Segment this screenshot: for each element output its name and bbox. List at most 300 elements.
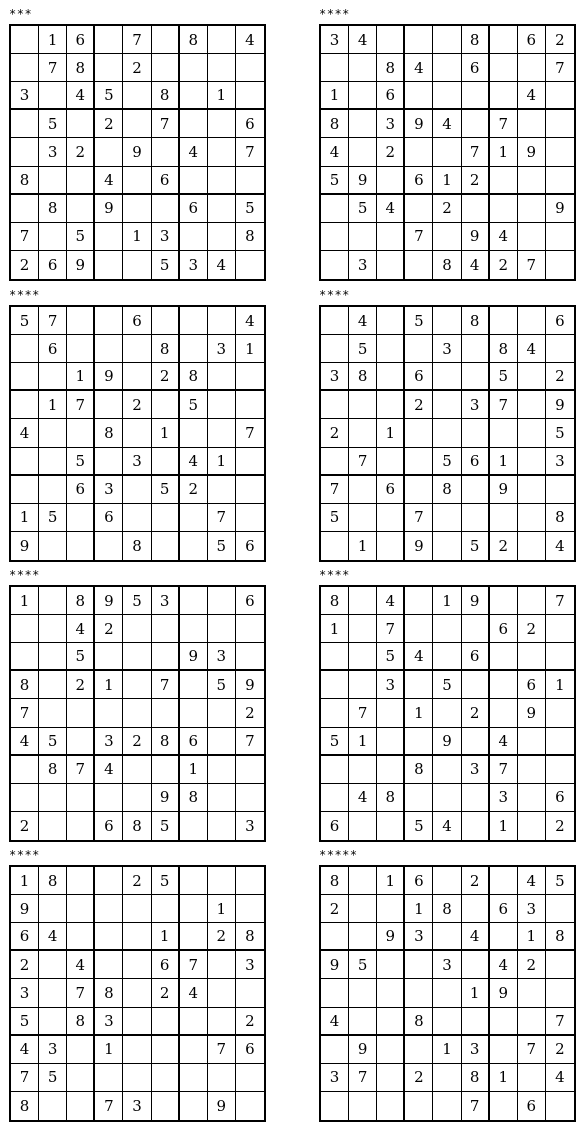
sudoku-cell: 5 (349, 335, 377, 363)
sudoku-cell (405, 951, 433, 979)
sudoku-cell (349, 671, 377, 699)
sudoku-cell (518, 784, 546, 812)
sudoku-cell: 5 (95, 82, 123, 110)
sudoku-cell (67, 335, 95, 363)
sudoku-cell (490, 82, 518, 110)
sudoku-cell (321, 784, 349, 812)
sudoku-cell (236, 867, 264, 895)
sudoku-puzzle (9, 848, 266, 1122)
sudoku-cell (39, 1008, 67, 1036)
sudoku-cell: 6 (490, 895, 518, 923)
sudoku-cell (546, 728, 574, 756)
sudoku-cell (95, 699, 123, 727)
sudoku-cell (39, 615, 67, 643)
sudoku-cell (518, 54, 546, 82)
sudoku-cell: 2 (518, 951, 546, 979)
sudoku-cell (208, 951, 236, 979)
sudoku-cell: 6 (67, 476, 95, 504)
sudoku-cell: 4 (490, 951, 518, 979)
sudoku-cell: 4 (518, 867, 546, 895)
sudoku-cell (180, 1008, 208, 1036)
sudoku-cell (152, 195, 180, 223)
sudoku-cell (180, 895, 208, 923)
difficulty-rating: **** (9, 288, 40, 302)
sudoku-cell: 2 (208, 923, 236, 951)
sudoku-cell (11, 54, 39, 82)
sudoku-cell (349, 895, 377, 923)
sudoku-cell: 6 (236, 1036, 264, 1064)
sudoku-cell: 4 (546, 1064, 574, 1092)
sudoku-grid (319, 305, 576, 562)
sudoku-cell (152, 1036, 180, 1064)
sudoku-cell (490, 167, 518, 195)
sudoku-cell (433, 867, 461, 895)
sudoku-cell (11, 26, 39, 54)
sudoku-cell: 7 (405, 504, 433, 532)
sudoku-cell (462, 476, 490, 504)
sudoku-cell: 1 (123, 223, 151, 251)
sudoku-cell: 4 (462, 251, 490, 279)
sudoku-cell (236, 1092, 264, 1120)
sudoku-cell (67, 504, 95, 532)
sudoku-cell (180, 82, 208, 110)
sudoku-cell: 5 (67, 223, 95, 251)
sudoku-cell: 7 (236, 728, 264, 756)
sudoku-cell (377, 699, 405, 727)
sudoku-cell: 5 (546, 867, 574, 895)
sudoku-cell: 1 (236, 335, 264, 363)
difficulty-rating: **** (9, 848, 40, 862)
sudoku-cell: 5 (11, 1008, 39, 1036)
sudoku-cell (208, 26, 236, 54)
sudoku-cell: 1 (349, 728, 377, 756)
sudoku-cell: 8 (152, 728, 180, 756)
sudoku-cell: 1 (321, 615, 349, 643)
sudoku-cell (39, 532, 67, 560)
sudoku-cell: 2 (462, 167, 490, 195)
sudoku-cell: 1 (433, 587, 461, 615)
sudoku-cell (433, 784, 461, 812)
sudoku-cell (180, 867, 208, 895)
difficulty-rating: *** (9, 7, 33, 21)
sudoku-cell: 4 (518, 335, 546, 363)
sudoku-cell (39, 979, 67, 1007)
sudoku-cell (236, 448, 264, 476)
sudoku-cell: 4 (236, 307, 264, 335)
sudoku-cell: 8 (405, 1008, 433, 1036)
sudoku-cell (546, 223, 574, 251)
sudoku-cell: 2 (321, 419, 349, 447)
sudoku-cell: 6 (405, 167, 433, 195)
sudoku-cell: 8 (405, 756, 433, 784)
sudoku-cell (321, 1036, 349, 1064)
sudoku-cell (546, 615, 574, 643)
sudoku-cell (180, 419, 208, 447)
sudoku-cell: 1 (208, 895, 236, 923)
sudoku-cell (462, 812, 490, 840)
sudoku-cell (208, 728, 236, 756)
sudoku-cell (518, 307, 546, 335)
sudoku-cell (11, 784, 39, 812)
sudoku-cell: 6 (236, 110, 264, 138)
sudoku-cell: 7 (490, 110, 518, 138)
sudoku-cell (405, 587, 433, 615)
sudoku-cell: 1 (433, 1036, 461, 1064)
sudoku-cell: 2 (546, 26, 574, 54)
sudoku-cell: 3 (95, 476, 123, 504)
sudoku-cell (462, 1008, 490, 1036)
sudoku-cell: 8 (236, 923, 264, 951)
sudoku-cell: 1 (490, 1064, 518, 1092)
sudoku-cell (152, 756, 180, 784)
sudoku-cell (180, 1064, 208, 1092)
sudoku-cell: 4 (321, 1008, 349, 1036)
sudoku-cell (123, 419, 151, 447)
sudoku-cell: 5 (39, 728, 67, 756)
sudoku-cell (433, 1064, 461, 1092)
sudoku-cell: 6 (39, 335, 67, 363)
sudoku-cell: 9 (349, 1036, 377, 1064)
sudoku-cell (123, 110, 151, 138)
sudoku-cell: 8 (433, 251, 461, 279)
sudoku-cell (152, 1064, 180, 1092)
sudoku-cell (180, 54, 208, 82)
sudoku-cell: 1 (180, 756, 208, 784)
sudoku-cell (152, 895, 180, 923)
sudoku-puzzle (9, 568, 266, 842)
sudoku-cell (490, 1036, 518, 1064)
sudoku-cell (208, 1008, 236, 1036)
sudoku-cell (95, 643, 123, 671)
sudoku-cell: 9 (67, 251, 95, 279)
sudoku-cell (321, 448, 349, 476)
sudoku-cell (405, 335, 433, 363)
sudoku-cell (377, 1036, 405, 1064)
sudoku-cell (377, 728, 405, 756)
sudoku-cell (180, 1092, 208, 1120)
sudoku-cell (39, 419, 67, 447)
sudoku-cell (349, 587, 377, 615)
sudoku-cell: 6 (11, 923, 39, 951)
sudoku-cell (236, 643, 264, 671)
sudoku-cell: 9 (180, 643, 208, 671)
sudoku-cell (208, 167, 236, 195)
sudoku-cell: 2 (11, 251, 39, 279)
sudoku-cell: 2 (11, 951, 39, 979)
sudoku-cell: 6 (152, 951, 180, 979)
sudoku-cell (123, 615, 151, 643)
sudoku-cell: 7 (39, 54, 67, 82)
sudoku-cell (152, 504, 180, 532)
sudoku-cell (321, 307, 349, 335)
sudoku-cell: 2 (546, 363, 574, 391)
sudoku-cell (123, 167, 151, 195)
sudoku-cell: 4 (11, 728, 39, 756)
sudoku-cell (39, 476, 67, 504)
sudoku-cell (433, 363, 461, 391)
sudoku-cell (490, 699, 518, 727)
sudoku-cell: 1 (349, 532, 377, 560)
sudoku-cell (518, 504, 546, 532)
sudoku-cell (462, 951, 490, 979)
sudoku-cell (518, 532, 546, 560)
sudoku-cell: 5 (39, 504, 67, 532)
sudoku-cell: 7 (546, 54, 574, 82)
sudoku-cell (490, 923, 518, 951)
sudoku-cell (67, 699, 95, 727)
sudoku-cell (377, 532, 405, 560)
sudoku-cell: 9 (11, 532, 39, 560)
sudoku-cell (490, 419, 518, 447)
sudoku-puzzle (9, 288, 266, 562)
sudoku-cell: 2 (95, 110, 123, 138)
sudoku-cell: 2 (518, 615, 546, 643)
sudoku-grid (9, 305, 266, 562)
sudoku-cell: 3 (377, 671, 405, 699)
sudoku-cell (123, 82, 151, 110)
sudoku-cell (123, 756, 151, 784)
sudoku-cell (377, 1008, 405, 1036)
sudoku-cell (39, 587, 67, 615)
sudoku-cell (405, 671, 433, 699)
sudoku-cell (377, 223, 405, 251)
sudoku-cell: 8 (39, 867, 67, 895)
sudoku-cell (518, 1064, 546, 1092)
sudoku-cell: 7 (349, 1064, 377, 1092)
sudoku-cell (433, 1008, 461, 1036)
sudoku-cell: 5 (152, 867, 180, 895)
sudoku-cell (405, 138, 433, 166)
sudoku-cell: 9 (490, 979, 518, 1007)
sudoku-cell (433, 26, 461, 54)
sudoku-cell (236, 504, 264, 532)
sudoku-cell: 3 (349, 251, 377, 279)
sudoku-cell: 4 (349, 26, 377, 54)
sudoku-cell: 4 (405, 643, 433, 671)
sudoku-cell (11, 615, 39, 643)
sudoku-cell (39, 167, 67, 195)
sudoku-cell (67, 419, 95, 447)
sudoku-cell: 3 (490, 784, 518, 812)
sudoku-cell: 2 (490, 251, 518, 279)
sudoku-cell: 8 (490, 335, 518, 363)
sudoku-cell (39, 1092, 67, 1120)
sudoku-cell (490, 643, 518, 671)
sudoku-cell: 4 (433, 110, 461, 138)
sudoku-cell: 3 (462, 1036, 490, 1064)
sudoku-cell: 3 (321, 26, 349, 54)
sudoku-cell: 4 (236, 26, 264, 54)
sudoku-cell: 7 (236, 419, 264, 447)
sudoku-cell (236, 1064, 264, 1092)
sudoku-cell: 7 (349, 699, 377, 727)
sudoku-cell: 3 (518, 895, 546, 923)
sudoku-cell: 2 (180, 476, 208, 504)
sudoku-cell: 5 (405, 307, 433, 335)
sudoku-cell (67, 307, 95, 335)
sudoku-cell: 9 (405, 532, 433, 560)
sudoku-cell: 2 (123, 728, 151, 756)
sudoku-cell (123, 699, 151, 727)
sudoku-cell (67, 812, 95, 840)
sudoku-cell (180, 671, 208, 699)
sudoku-cell (321, 756, 349, 784)
sudoku-cell: 2 (67, 671, 95, 699)
sudoku-cell: 3 (123, 448, 151, 476)
sudoku-cell: 5 (546, 419, 574, 447)
sudoku-cell: 4 (95, 167, 123, 195)
sudoku-cell (462, 504, 490, 532)
sudoku-cell (67, 728, 95, 756)
sudoku-cell (236, 979, 264, 1007)
sudoku-cell (518, 363, 546, 391)
sudoku-cell (433, 307, 461, 335)
sudoku-cell: 2 (405, 391, 433, 419)
sudoku-cell (405, 1092, 433, 1120)
sudoku-cell (321, 1092, 349, 1120)
sudoku-cell (377, 335, 405, 363)
sudoku-cell: 2 (321, 895, 349, 923)
sudoku-cell: 7 (462, 1092, 490, 1120)
sudoku-cell (546, 476, 574, 504)
sudoku-cell (11, 391, 39, 419)
sudoku-cell (152, 1092, 180, 1120)
sudoku-cell (208, 419, 236, 447)
sudoku-cell: 1 (462, 979, 490, 1007)
sudoku-cell (236, 476, 264, 504)
sudoku-cell: 3 (405, 923, 433, 951)
sudoku-cell (180, 587, 208, 615)
sudoku-cell (433, 532, 461, 560)
sudoku-cell (490, 1008, 518, 1036)
sudoku-cell: 9 (236, 671, 264, 699)
sudoku-cell (39, 895, 67, 923)
sudoku-cell: 1 (11, 867, 39, 895)
sudoku-cell: 9 (518, 699, 546, 727)
sudoku-cell (152, 54, 180, 82)
sudoku-cell (377, 756, 405, 784)
sudoku-cell (236, 363, 264, 391)
sudoku-cell: 4 (67, 82, 95, 110)
sudoku-cell (208, 867, 236, 895)
sudoku-cell (152, 615, 180, 643)
sudoku-cell: 1 (39, 391, 67, 419)
sudoku-cell: 4 (462, 923, 490, 951)
sudoku-cell (490, 307, 518, 335)
sudoku-cell (433, 419, 461, 447)
sudoku-cell: 6 (152, 167, 180, 195)
sudoku-cell (321, 979, 349, 1007)
sudoku-cell (123, 895, 151, 923)
sudoku-cell (518, 167, 546, 195)
sudoku-cell: 4 (433, 812, 461, 840)
sudoku-cell: 6 (180, 195, 208, 223)
sudoku-cell (433, 138, 461, 166)
sudoku-cell (123, 671, 151, 699)
sudoku-cell: 7 (11, 699, 39, 727)
sudoku-cell (152, 138, 180, 166)
sudoku-cell: 8 (180, 26, 208, 54)
sudoku-cell (405, 979, 433, 1007)
sudoku-cell: 5 (152, 476, 180, 504)
sudoku-cell (11, 195, 39, 223)
sudoku-cell (123, 251, 151, 279)
sudoku-cell: 2 (152, 979, 180, 1007)
sudoku-cell (123, 476, 151, 504)
sudoku-cell (236, 756, 264, 784)
sudoku-cell: 9 (95, 587, 123, 615)
sudoku-cell: 6 (180, 728, 208, 756)
sudoku-puzzle (319, 7, 576, 281)
sudoku-cell: 9 (95, 195, 123, 223)
sudoku-puzzle (319, 848, 576, 1122)
sudoku-cell: 8 (546, 504, 574, 532)
sudoku-cell: 4 (39, 923, 67, 951)
sudoku-cell (208, 699, 236, 727)
sudoku-cell: 6 (95, 812, 123, 840)
sudoku-cell (490, 504, 518, 532)
sudoku-cell (546, 699, 574, 727)
sudoku-cell: 3 (39, 138, 67, 166)
sudoku-cell (321, 671, 349, 699)
sudoku-cell (490, 867, 518, 895)
sudoku-cell: 3 (462, 391, 490, 419)
sudoku-cell (208, 812, 236, 840)
sudoku-cell (208, 587, 236, 615)
sudoku-cell (208, 476, 236, 504)
sudoku-cell (95, 448, 123, 476)
sudoku-cell: 1 (490, 138, 518, 166)
sudoku-cell (95, 26, 123, 54)
sudoku-cell (208, 784, 236, 812)
sudoku-cell (11, 110, 39, 138)
sudoku-cell (433, 756, 461, 784)
sudoku-cell (236, 82, 264, 110)
sudoku-cell (377, 951, 405, 979)
sudoku-cell: 8 (11, 671, 39, 699)
sudoku-cell (95, 138, 123, 166)
sudoku-cell: 8 (236, 223, 264, 251)
sudoku-cell: 3 (11, 82, 39, 110)
sudoku-cell: 5 (39, 110, 67, 138)
sudoku-cell (546, 951, 574, 979)
sudoku-cell (349, 615, 377, 643)
difficulty-rating: **** (319, 568, 350, 582)
sudoku-cell: 4 (490, 223, 518, 251)
sudoku-cell (518, 756, 546, 784)
sudoku-cell (39, 951, 67, 979)
sudoku-cell (123, 643, 151, 671)
sudoku-cell: 4 (11, 1036, 39, 1064)
sudoku-cell (546, 1092, 574, 1120)
sudoku-cell: 3 (39, 1036, 67, 1064)
sudoku-cell: 6 (518, 26, 546, 54)
sudoku-cell (236, 784, 264, 812)
sudoku-cell (152, 699, 180, 727)
sudoku-cell: 8 (152, 82, 180, 110)
sudoku-cell (349, 138, 377, 166)
sudoku-cell (490, 1092, 518, 1120)
sudoku-cell: 9 (95, 363, 123, 391)
sudoku-cell: 2 (236, 699, 264, 727)
sudoku-cell: 1 (321, 82, 349, 110)
sudoku-cell (433, 1092, 461, 1120)
sudoku-cell (67, 110, 95, 138)
sudoku-cell: 4 (180, 138, 208, 166)
sudoku-cell: 7 (11, 223, 39, 251)
difficulty-rating: **** (319, 7, 350, 21)
sudoku-cell (490, 26, 518, 54)
